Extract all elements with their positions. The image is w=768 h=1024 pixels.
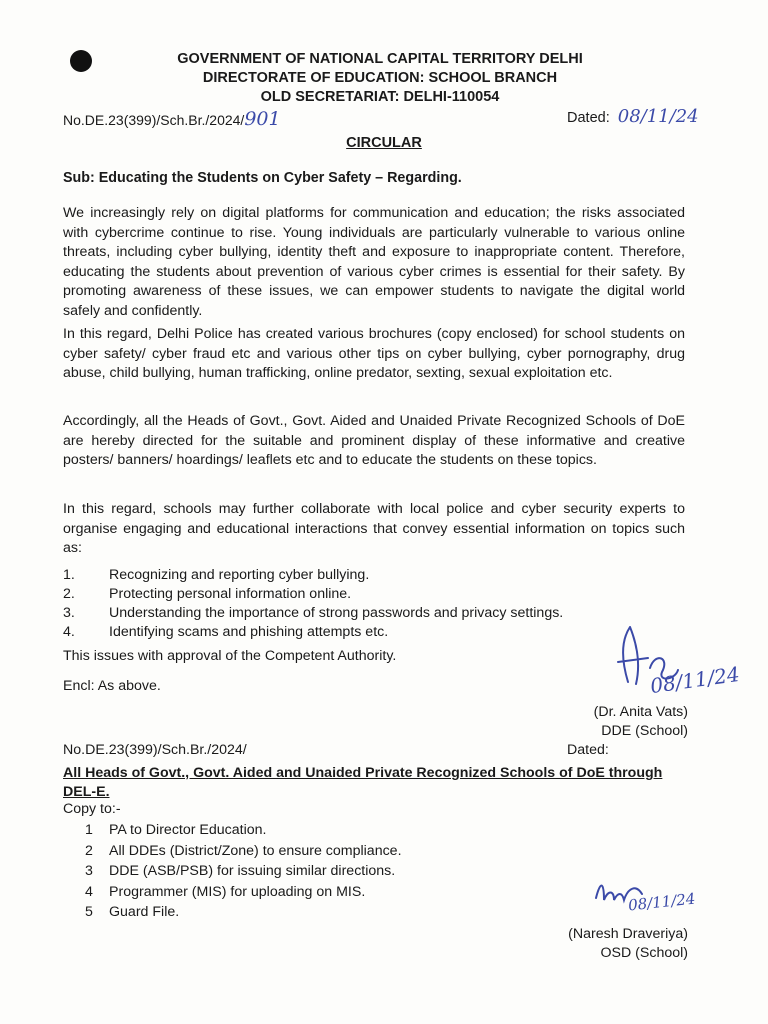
reference-number <box>63 108 281 130</box>
header-line-government: GOVERNMENT OF NATIONAL CAPITAL TERRITORY DELHI <box>177 51 583 67</box>
signature-date-anita: 08/11/24 <box>648 661 742 699</box>
list-item: 5 Guard File. <box>85 904 180 920</box>
list-item: 2. Protecting personal information online. <box>63 586 352 602</box>
list-item: 4 Programmer (MIS) for uploading on MIS. <box>85 883 366 900</box>
list-item: 3 DDE (ASB/PSB) for issuing similar directions. <box>85 863 396 879</box>
copy-to-label: Copy to:- <box>63 801 121 817</box>
signatory-name: (Naresh Draveriya) <box>568 926 688 942</box>
list-item: 3. Understanding the importance of strong passwords and privacy settings. <box>63 605 564 621</box>
list-item: 1. Recognizing and reporting cyber bullying. <box>63 567 370 583</box>
reference-number-endorsement: No.DE.23(399)/Sch.Br./2024/ <box>63 742 247 758</box>
paragraph-brochures: In this regard, Delhi Police has created various brochures (copy enclosed) for school students on cyber safety/ cyber fraud etc and various other tips on cyber bullying, cyber pornography, drug abuse, child bullying, human trafficking, online predator, sexting, sexual exploitation etc. <box>63 326 685 381</box>
document-title: CIRCULAR <box>346 135 422 151</box>
dated-label-endorsement: Dated: <box>567 742 609 758</box>
punch-hole <box>70 50 92 72</box>
dated-label: Dated: <box>567 110 610 126</box>
dated-handwritten: 08/11/24 <box>617 106 699 127</box>
paragraph-collaboration: In this regard, schools may further collaborate with local police and cyber security experts to organise engaging and educational interactions that convey essential information on topics such as: <box>63 501 685 556</box>
signatory-designation: OSD (School) <box>600 945 688 961</box>
list-item: 2 All DDEs (District/Zone) to ensure compliance. <box>85 842 402 859</box>
topics-list <box>63 566 683 642</box>
header-line-directorate: DIRECTORATE OF EDUCATION: SCHOOL BRANCH <box>202 70 558 86</box>
header-line-address: OLD SECRETARIAT: DELHI-110054 <box>260 89 500 105</box>
reference-number-prefix: No.DE.23(399)/Sch.Br./2024/ <box>63 112 245 128</box>
paragraph-intro: We increasingly rely on digital platforms for communication and education; the risks associated with cybercrime continue to rise. Young individuals are particularly vulnerable to various online threats, including cyber bullying, identity theft and exposure to inappropriate content. Therefore, educating the students about prevention of various cyber crimes is essential for their safety. By promoting awareness of these issues, we can empower students to navigate the digital world safely and confidently. <box>63 205 685 319</box>
approval-note: This issues with approval of the Competent Authority. <box>63 648 397 664</box>
signatory-block-dde <box>520 703 688 741</box>
subject-line: Sub: Educating the Students on Cyber Safety – Regarding. <box>63 170 462 186</box>
list-item: 4. Identifying scams and phishing attempts etc. <box>63 624 389 640</box>
signatory-designation: DDE (School) <box>601 723 688 739</box>
enclosure-note: Encl: As above. <box>63 678 161 694</box>
signature-date-naresh: 08/11/24 <box>627 889 697 915</box>
signatory-name: (Dr. Anita Vats) <box>593 704 688 720</box>
paragraph-directive: Accordingly, all the Heads of Govt., Govt. Aided and Unaided Private Recognized Schools of DoE are hereby directed for the suitable and prominent display of these informative and creative posters/ banners/ hoardings/ leaflets etc and to educate the students on these topics. <box>63 413 685 468</box>
list-item: 1 PA to Director Education. <box>85 822 267 838</box>
copy-to-list <box>85 820 402 923</box>
addressee-line: All Heads of Govt., Govt. Aided and Unaided Private Recognized Schools of DoE through DEL-E. <box>63 765 663 800</box>
dated-field <box>567 106 699 127</box>
reference-number-handwritten: 901 <box>244 108 281 130</box>
signatory-block-osd <box>520 925 688 963</box>
